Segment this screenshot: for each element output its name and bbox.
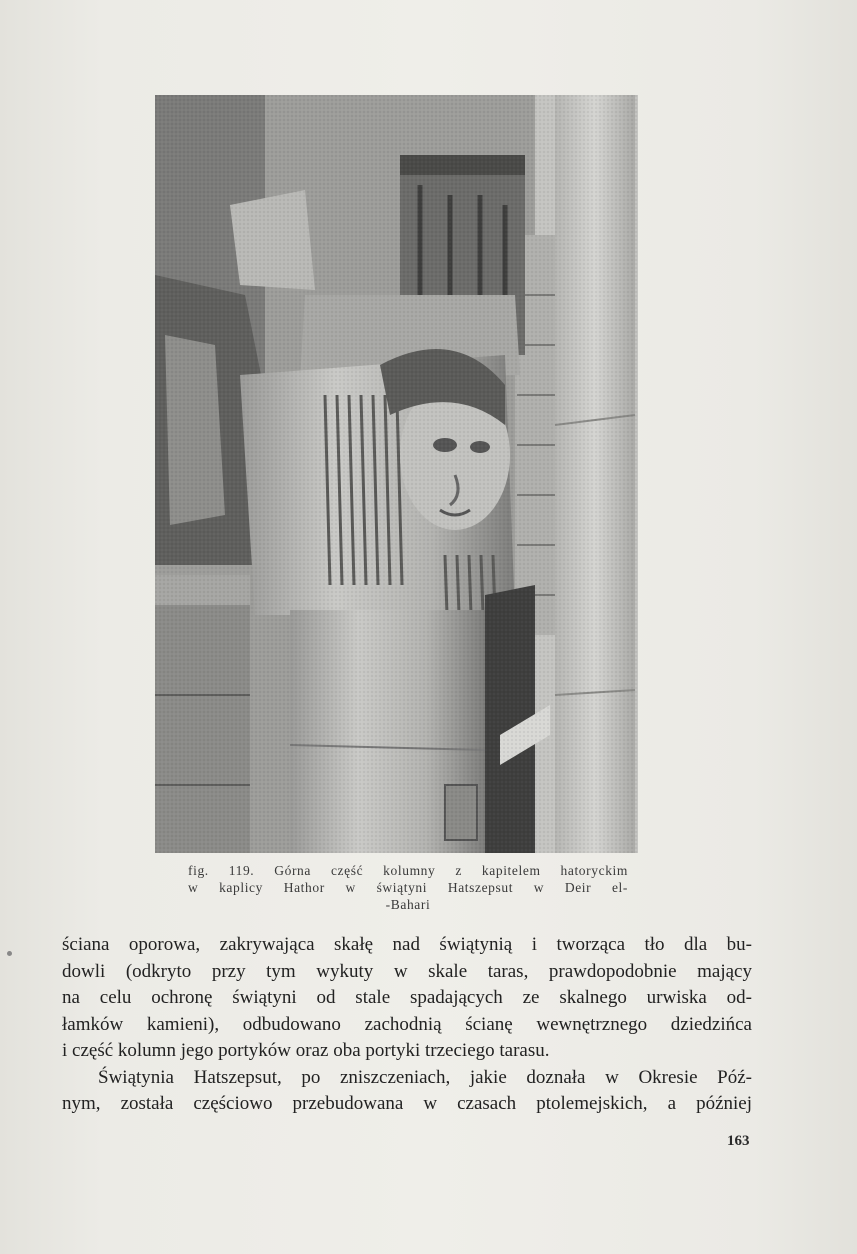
figure-caption bbox=[188, 862, 628, 913]
caption-line: fig. 119. Górna część kolumny z kapitelem hatoryckim bbox=[188, 863, 628, 878]
caption-line: w kaplicy Hathor w świątyni Hatszepsut w Deir el- bbox=[188, 880, 628, 895]
text-line: ściana oporowa, zakrywająca skałę nad świątynią i tworząca tło dla bu- bbox=[62, 934, 752, 955]
text-line: Świątynia Hatszepsut, po zniszczeniach, jakie doznała w Okresie Póź- bbox=[98, 1066, 752, 1088]
text-line: na celu ochronę świątyni od stale spadających ze skalnego urwiska od- bbox=[62, 987, 752, 1008]
hathor-column-photo bbox=[155, 95, 638, 853]
text-line: nym, została częściowo przebudowana w czasach ptolemejskich, a później bbox=[62, 1093, 752, 1114]
text-line: i część kolumn jego portyków oraz oba portyki trzeciego tarasu. bbox=[62, 1040, 550, 1061]
body-paragraphs bbox=[62, 932, 752, 1118]
margin-mark bbox=[7, 951, 12, 956]
text-line: łamków kamieni), odbudowano zachodnią ścianę wewnętrznego dziedzińca bbox=[62, 1013, 752, 1035]
text-line: dowli (odkryto przy tym wykuty w skale taras, prawdopodobnie mający bbox=[62, 960, 752, 982]
caption-line: -Bahari bbox=[385, 897, 431, 912]
page-number: 163 bbox=[727, 1133, 750, 1149]
